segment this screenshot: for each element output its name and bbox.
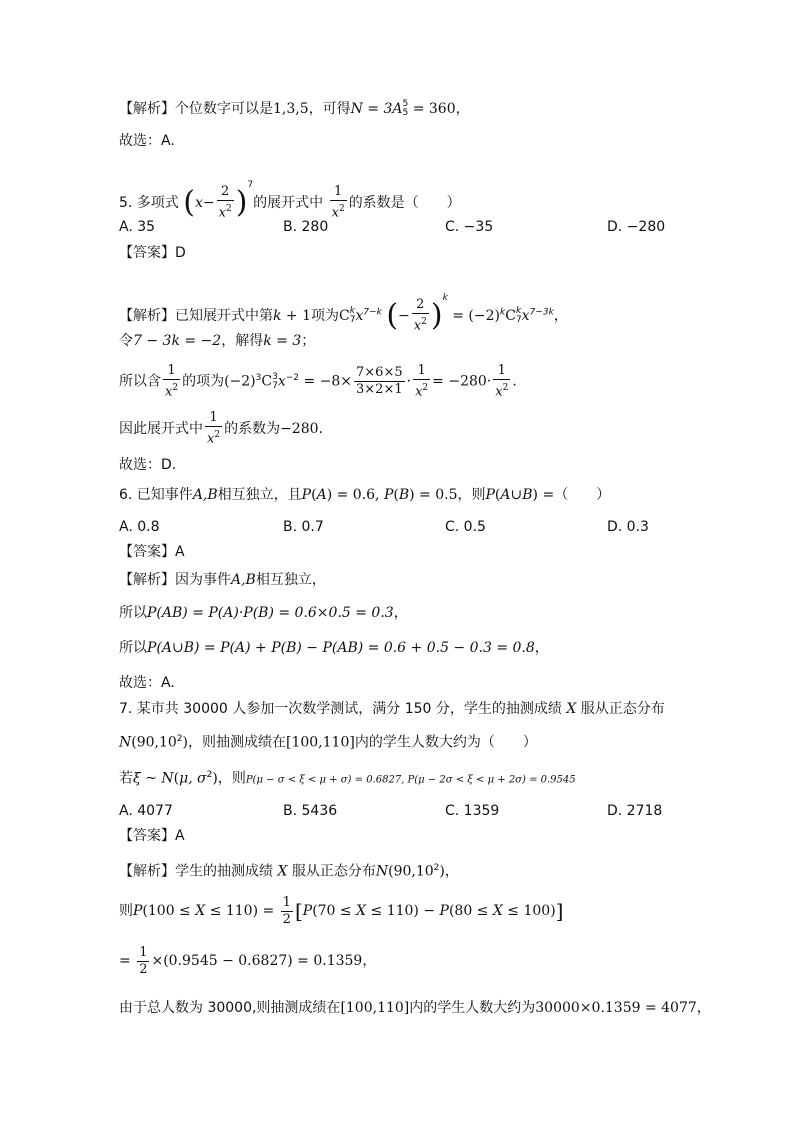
q6-answer: 【答案】A xyxy=(119,544,185,560)
q6-option-c: C. 0.5 xyxy=(445,519,486,535)
q6-stem: 6. 已知事件A,B相互独立，且P(A) = 0.6, P(B) = 0.5，则P(A∪B) =（ ） xyxy=(119,487,611,503)
q6-analysis-line2: 所以P(AB) = P(A)·P(B) = 0.6×0.5 = 0.3， xyxy=(119,605,408,621)
q5-stem: 5. 多项式 (x− $\frac{2}{x^2}$ )$^7$的展开式中 $\frac{1}{x^2}$ 的系数是（ ） xyxy=(119,180,461,221)
q6-option-d: D. 0.3 xyxy=(607,519,649,535)
q7-option-b: B. 5436 xyxy=(283,803,338,819)
q7-stem-line1: 7. 某市共 30000 人参加一次数学测试，满分 150 分，学生的抽测成绩 X 服从正态分布 xyxy=(119,701,665,717)
q6-option-a: A. 0.8 xyxy=(119,519,160,535)
q6-analysis-line3: 所以P(A∪B) = P(A) + P(B) − P(AB) = 0.6 + 0.5 − 0.3 = 0.8， xyxy=(119,640,549,656)
q7-hint: 若ξ ~ N(μ, $\sigma^2$)，则P(μ − σ < ξ < μ + σ) = 0.6827, P(μ − 2σ < ξ < μ + 2σ) = 0.9545 xyxy=(119,770,576,787)
q7-answer: 【答案】A xyxy=(119,828,185,844)
q5-analysis-line2: 令7 − 3k = −2，解得k = 3； xyxy=(119,333,316,349)
q7-option-d: D. 2718 xyxy=(607,803,663,819)
q7-option-a: A. 4077 xyxy=(119,803,173,819)
q7-analysis-line2: 则P(100 ≤ X ≤ 110) = $\frac{1}{2}$ [P(70 ≤ X ≤ 110) − P(80 ≤ X ≤ 100)] xyxy=(119,894,564,927)
q5-option-b: B. 280 xyxy=(283,219,329,235)
q6-analysis-line1: 【解析】因为事件A,B相互独立， xyxy=(119,572,326,588)
q7-analysis-line3: = $\frac{1}{2}$ ×(0.9545 − 0.6827) = 0.1359， xyxy=(119,944,377,977)
q4-analysis-line: 【解析】个位数字可以是1,3,5，可得N = 3A 5 5 = 360， xyxy=(119,99,470,118)
q5-option-a: A. 35 xyxy=(119,219,156,235)
q5-analysis-line1: 【解析】已知展开式中第k + 1项为C k 7 $x^{7-k}$ (− $\frac{2}{x^2}$ )$^k = (-2)^kC$ k 7 $x^{7-3k}$， xyxy=(119,293,568,334)
q7-option-c: C. 1359 xyxy=(445,803,500,819)
q7-analysis-line1: 【解析】学生的抽测成绩 X 服从正态分布N(90,10$^2$)， xyxy=(119,863,459,880)
q5-analysis-line3: 所以含 $\frac{1}{x^2}$ 的项为$(-2)^3C$ 3 7 $x^{-2} = -8\times$ $\frac{7\times 6\times 5}{3\times 2\times 1}$ · $\frac{1}{x^2}$ = −280· $\frac{1}{x^2}$ . xyxy=(119,362,517,400)
q5-analysis-line4: 因此展开式中 $\frac{1}{x^2}$ 的系数为−280. xyxy=(119,410,323,447)
q6-option-b: B. 0.7 xyxy=(283,519,324,535)
q5-option-c: C. −35 xyxy=(445,219,494,235)
q7-stem-line2: N(90,10$^2$)，则抽测成绩在[100,110]内的学生人数大约为（ ） xyxy=(119,734,537,751)
q5-choice: 故选：D. xyxy=(119,457,177,473)
analysis-tag: 【解析】 xyxy=(119,101,175,117)
q5-option-d: D. −280 xyxy=(607,219,666,235)
q4-choice: 故选：A. xyxy=(119,133,175,149)
q7-analysis-line4: 由于总人数为 30000,则抽测成绩在[100,110]内的学生人数大约为30000×0.1359 = 4077， xyxy=(119,1000,711,1016)
q6-choice: 故选：A. xyxy=(119,675,175,691)
q5-answer: 【答案】D xyxy=(119,245,186,261)
